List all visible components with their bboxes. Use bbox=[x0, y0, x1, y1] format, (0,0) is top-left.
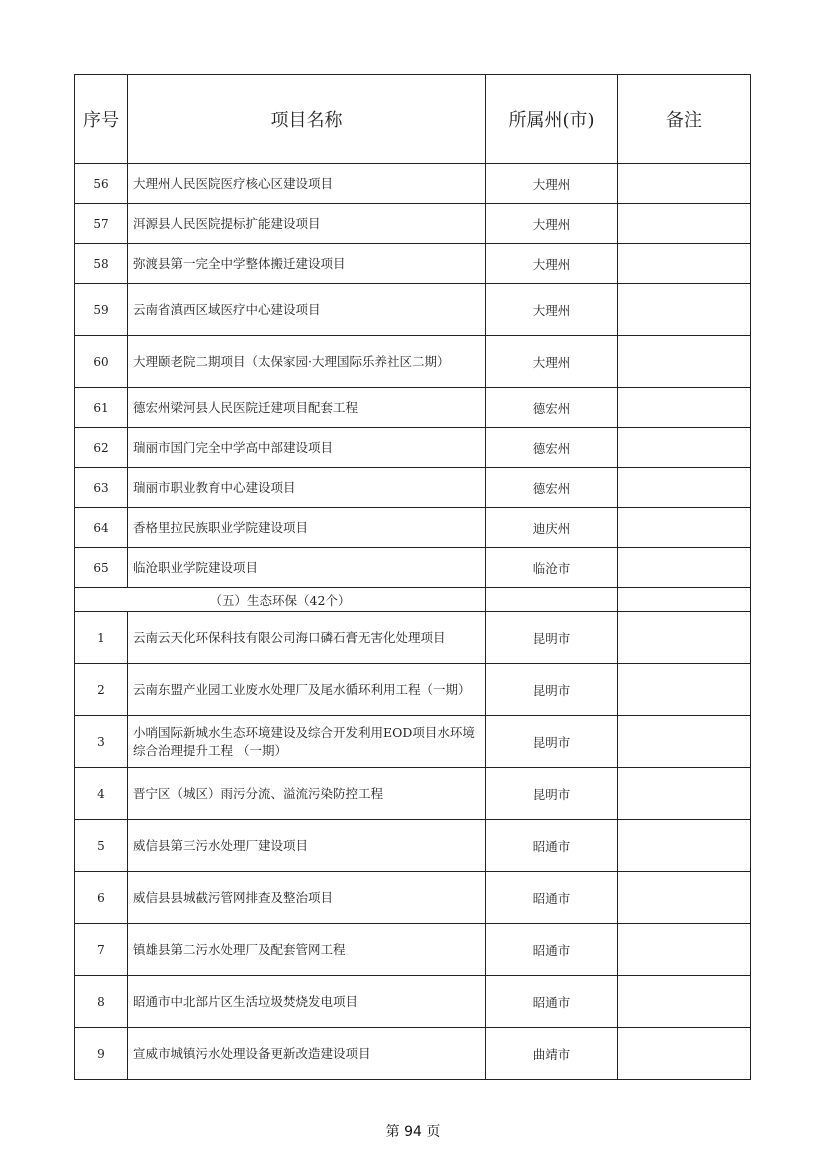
row-note bbox=[618, 716, 751, 768]
row-no: 8 bbox=[75, 976, 128, 1028]
row-name: 瑞丽市国门完全中学高中部建设项目 bbox=[128, 428, 486, 468]
table-row bbox=[75, 164, 751, 204]
row-region: 临沧市 bbox=[486, 548, 618, 588]
row-region: 德宏州 bbox=[486, 428, 618, 468]
row-name: 昭通市中北部片区生活垃圾焚烧发电项目 bbox=[128, 976, 486, 1028]
project-table bbox=[74, 74, 751, 1080]
section-note-empty bbox=[618, 588, 751, 612]
row-note bbox=[618, 820, 751, 872]
row-name: 香格里拉民族职业学院建设项目 bbox=[128, 508, 486, 548]
section-row bbox=[75, 588, 751, 612]
row-region: 昭通市 bbox=[486, 976, 618, 1028]
row-note bbox=[618, 388, 751, 428]
row-note bbox=[618, 164, 751, 204]
row-region: 昆明市 bbox=[486, 664, 618, 716]
section-heading: （五）生态环保（42个） bbox=[75, 588, 486, 612]
row-no: 62 bbox=[75, 428, 128, 468]
row-no: 56 bbox=[75, 164, 128, 204]
row-no: 61 bbox=[75, 388, 128, 428]
row-no: 63 bbox=[75, 468, 128, 508]
table-row bbox=[75, 204, 751, 244]
table-row bbox=[75, 716, 751, 768]
row-region: 大理州 bbox=[486, 204, 618, 244]
table-row bbox=[75, 244, 751, 284]
row-no: 3 bbox=[75, 716, 128, 768]
row-note bbox=[618, 924, 751, 976]
row-note bbox=[618, 244, 751, 284]
row-no: 65 bbox=[75, 548, 128, 588]
header-note: 备注 bbox=[618, 75, 751, 164]
row-name: 小哨国际新城水生态环境建设及综合开发利用EOD项目水环境综合治理提升工程 （一期） bbox=[128, 716, 486, 768]
row-no: 4 bbox=[75, 768, 128, 820]
row-name: 威信县第三污水处理厂建设项目 bbox=[128, 820, 486, 872]
row-no: 59 bbox=[75, 284, 128, 336]
row-region: 曲靖市 bbox=[486, 1028, 618, 1080]
row-region: 德宏州 bbox=[486, 388, 618, 428]
page-number: 第 94 页 bbox=[385, 1124, 441, 1140]
row-region: 大理州 bbox=[486, 164, 618, 204]
row-note bbox=[618, 468, 751, 508]
row-note bbox=[618, 508, 751, 548]
row-no: 64 bbox=[75, 508, 128, 548]
row-region: 大理州 bbox=[486, 284, 618, 336]
header-no: 序号 bbox=[75, 75, 128, 164]
row-note bbox=[618, 336, 751, 388]
row-note bbox=[618, 1028, 751, 1080]
row-region: 大理州 bbox=[486, 244, 618, 284]
row-no: 5 bbox=[75, 820, 128, 872]
row-name: 大理颐老院二期项目（太保家园·大理国际乐养社区二期） bbox=[128, 336, 486, 388]
row-no: 60 bbox=[75, 336, 128, 388]
section-region-empty bbox=[486, 588, 618, 612]
row-note bbox=[618, 612, 751, 664]
row-note bbox=[618, 284, 751, 336]
table-row bbox=[75, 548, 751, 588]
row-note bbox=[618, 548, 751, 588]
table-row bbox=[75, 468, 751, 508]
row-region: 德宏州 bbox=[486, 468, 618, 508]
table-row bbox=[75, 924, 751, 976]
row-region: 昆明市 bbox=[486, 768, 618, 820]
row-region: 迪庆州 bbox=[486, 508, 618, 548]
table-row bbox=[75, 284, 751, 336]
row-region: 昆明市 bbox=[486, 612, 618, 664]
row-no: 9 bbox=[75, 1028, 128, 1080]
row-no: 1 bbox=[75, 612, 128, 664]
table-row bbox=[75, 872, 751, 924]
row-no: 58 bbox=[75, 244, 128, 284]
row-note bbox=[618, 428, 751, 468]
row-name: 镇雄县第二污水处理厂及配套管网工程 bbox=[128, 924, 486, 976]
row-region: 昭通市 bbox=[486, 820, 618, 872]
row-no: 2 bbox=[75, 664, 128, 716]
table-row bbox=[75, 336, 751, 388]
row-note bbox=[618, 664, 751, 716]
header-region: 所属州(市) bbox=[486, 75, 618, 164]
row-no: 6 bbox=[75, 872, 128, 924]
table-row bbox=[75, 388, 751, 428]
row-name: 大理州人民医院医疗核心区建设项目 bbox=[128, 164, 486, 204]
table-row bbox=[75, 976, 751, 1028]
table-row bbox=[75, 664, 751, 716]
table-row bbox=[75, 1028, 751, 1080]
row-name: 云南省滇西区域医疗中心建设项目 bbox=[128, 284, 486, 336]
row-note bbox=[618, 976, 751, 1028]
row-name: 德宏州梁河县人民医院迁建项目配套工程 bbox=[128, 388, 486, 428]
row-note bbox=[618, 768, 751, 820]
table-row bbox=[75, 508, 751, 548]
row-note bbox=[618, 204, 751, 244]
row-name: 瑞丽市职业教育中心建设项目 bbox=[128, 468, 486, 508]
table-row bbox=[75, 612, 751, 664]
table-row bbox=[75, 428, 751, 468]
row-name: 弥渡县第一完全中学整体搬迁建设项目 bbox=[128, 244, 486, 284]
row-name: 云南云天化环保科技有限公司海口磷石膏无害化处理项目 bbox=[128, 612, 486, 664]
row-name: 宣威市城镇污水处理设备更新改造建设项目 bbox=[128, 1028, 486, 1080]
row-name: 威信县县城截污管网排查及整治项目 bbox=[128, 872, 486, 924]
row-region: 昭通市 bbox=[486, 872, 618, 924]
row-no: 57 bbox=[75, 204, 128, 244]
table-row bbox=[75, 820, 751, 872]
row-region: 大理州 bbox=[486, 336, 618, 388]
row-name: 临沧职业学院建设项目 bbox=[128, 548, 486, 588]
row-name: 洱源县人民医院提标扩能建设项目 bbox=[128, 204, 486, 244]
table-header-row bbox=[75, 75, 751, 164]
row-no: 7 bbox=[75, 924, 128, 976]
table-row bbox=[75, 768, 751, 820]
row-region: 昆明市 bbox=[486, 716, 618, 768]
row-note bbox=[618, 872, 751, 924]
row-name: 云南东盟产业园工业废水处理厂及尾水循环利用工程（一期） bbox=[128, 664, 486, 716]
header-name: 项目名称 bbox=[128, 75, 486, 164]
row-region: 昭通市 bbox=[486, 924, 618, 976]
row-name: 晋宁区（城区）雨污分流、溢流污染防控工程 bbox=[128, 768, 486, 820]
